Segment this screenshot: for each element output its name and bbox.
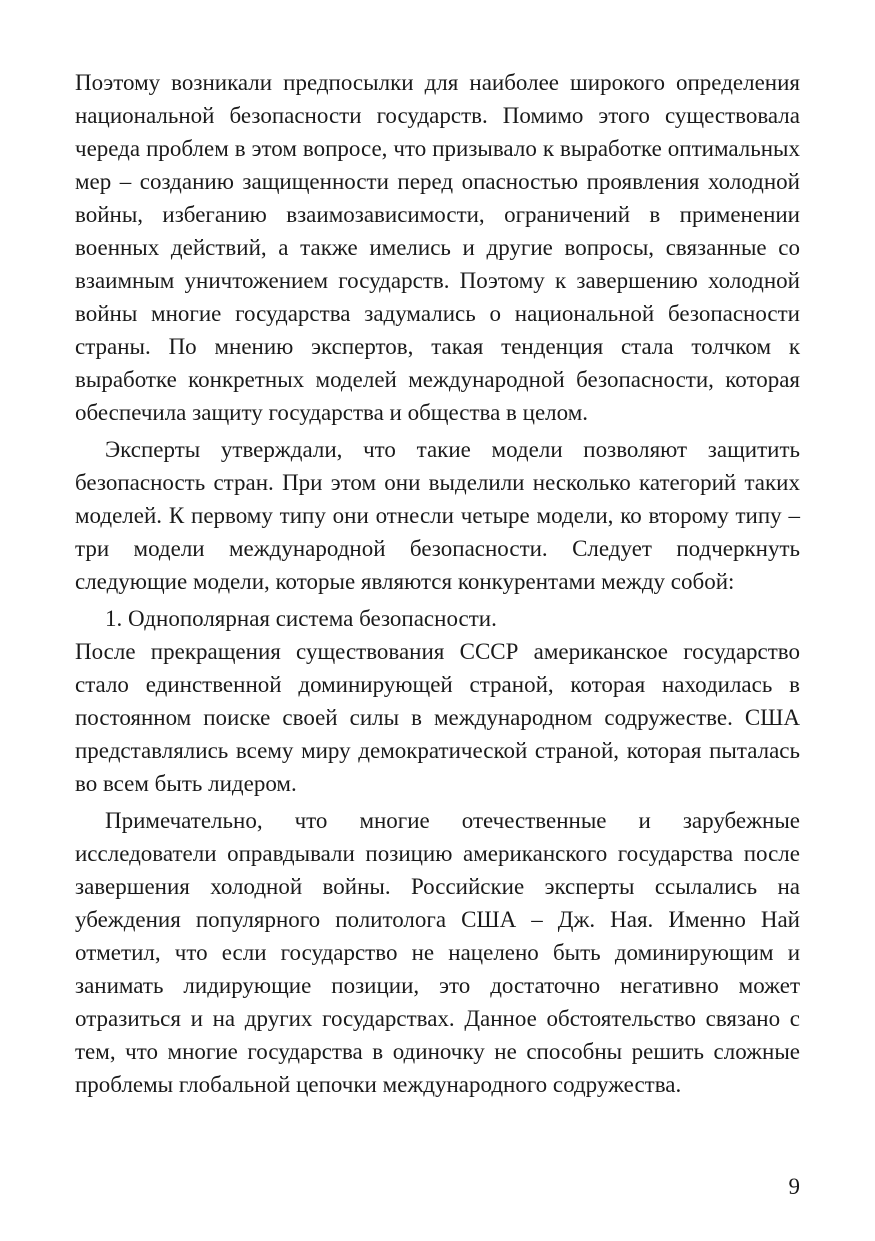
page-body: [75, 66, 800, 1101]
paragraph-2: Эксперты утверждали, что такие модели позволяют защитить безопасность стран. При этом они выделили несколько категорий таких моделей. К первому типу они отнесли четыре модели, ко второму типу – три модели международной безопасности. Следует подчеркнуть следующие модели, которые являются конкурентами между собой:: [75, 437, 800, 594]
paragraph-4: Примечательно, что многие отечественные и зарубежные исследователи оправдывали позицию американского государства после завершения холодной войны. Российские эксперты ссылались на убеждения популярного политолога США – Дж. Ная. Именно Най отметил, что если государство не нацелено быть доминирующим и занимать лидирующие позиции, это достаточно негативно может отразиться и на других государствах. Данное обстоятельство связано с тем, что многие государства в одиночку не способны решить сложные проблемы глобальной цепочки международного содружества.: [75, 808, 800, 1097]
page-number: 9: [788, 1174, 800, 1199]
paragraph-3: После прекращения существования СССР американское государство стало единственной доминирующей страной, которая находилась в постоянном поиске своей силы в международном содружестве. США представлялись всему миру демократической страной, которая пыталась во всем быть лидером.: [75, 639, 800, 796]
paragraph-1: Поэтому возникали предпосылки для наиболее широкого определения национальной безопасности государств. Помимо этого существовала череда проблем в этом вопросе, что призывало к выработке оптимальных мер – созданию защищенности перед опасностью проявления холодной войны, избеганию взаимозависимости, ограничений в применении военных действий, а также имелись и другие вопросы, связанные со взаимным уничтожением государств. Поэтому к завершению холодной войны многие государства задумались о национальной безопасности страны. По мнению экспертов, такая тенденция стала толчком к выработке конкретных моделей международной безопасности, которая обеспечила защиту государства и общества в целом.: [75, 70, 800, 425]
list-item-1: 1. Однополярная система безопасности.: [105, 606, 497, 631]
